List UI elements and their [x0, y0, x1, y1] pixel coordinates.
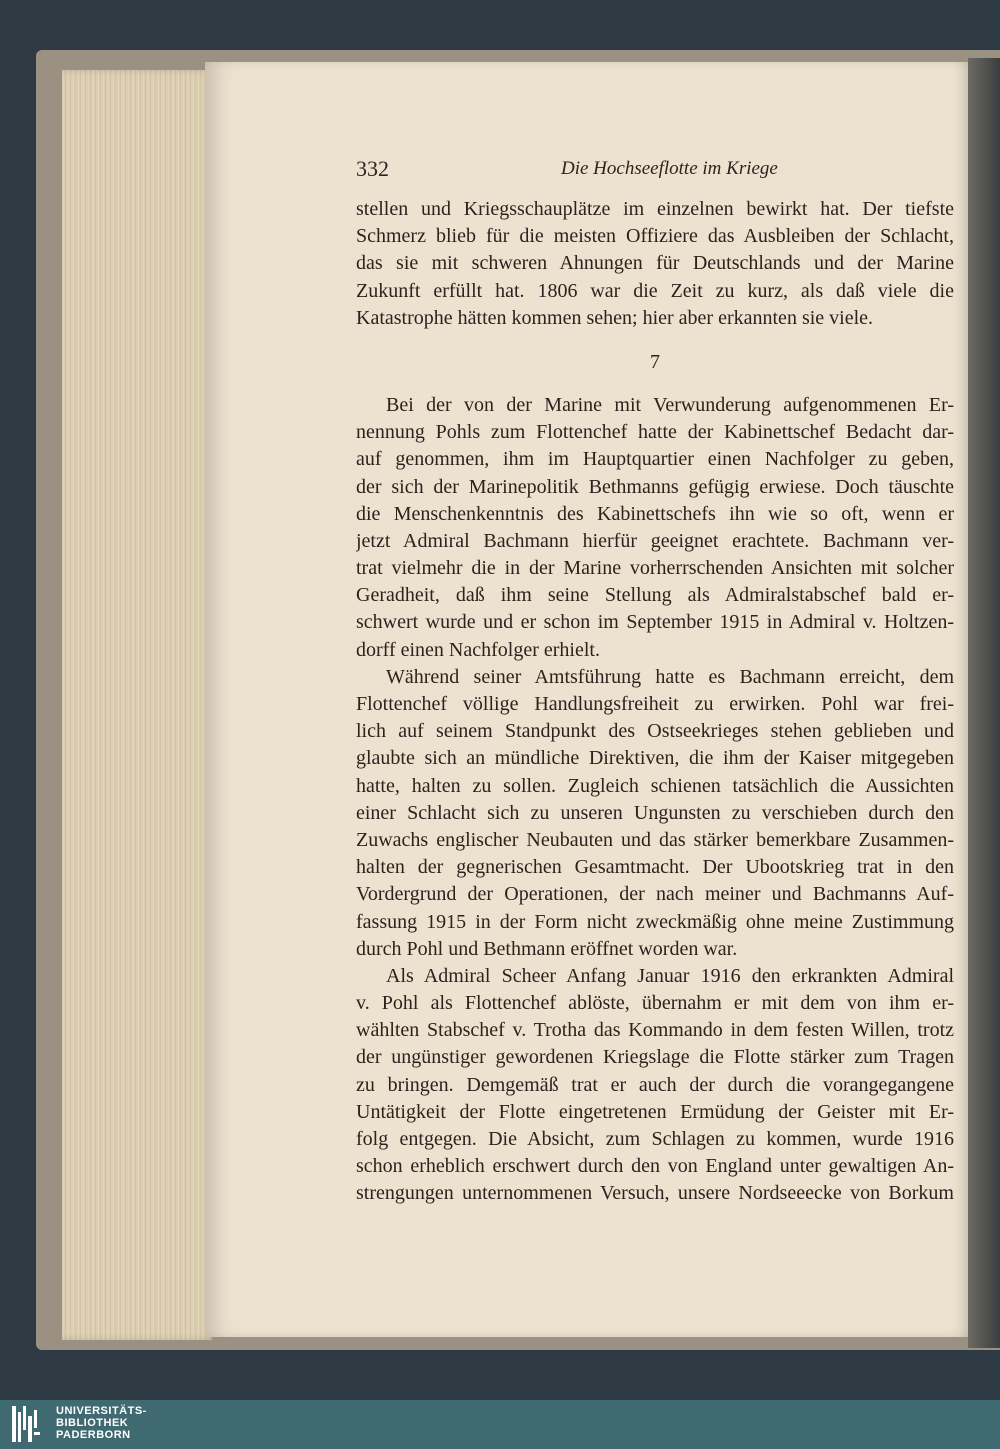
text-line: schon erheblich erschwert durch den von England unter gewaltigen An- — [356, 1155, 954, 1178]
paragraph-before — [356, 196, 954, 332]
university-library-logo-icon — [10, 1404, 42, 1444]
text-line: jetzt Admiral Bachmann hierfür geeignet erachtete. Bachmann ver- — [356, 529, 954, 552]
text-line: fassung 1915 in der Form nicht zweckmäßig ohne meine Zustimmung — [356, 910, 954, 933]
text-line: auf genommen, ihm im Hauptquartier einen Nachfolger zu geben, — [356, 448, 954, 471]
text-line: der sich der Marinepolitik Bethmanns gefügig erwiese. Doch täuschte — [356, 475, 954, 498]
page-stack-edge — [62, 70, 212, 1340]
text-line: Untätigkeit der Flotte eingetretenen Ermüdung der Geister mit Er- — [356, 1100, 954, 1123]
text-line: die Menschenkenntnis des Kabinettschefs ihn wie so oft, wenn er — [356, 502, 954, 525]
page-text — [356, 196, 954, 1208]
page-number: 332 — [356, 156, 389, 181]
book-spine-edge — [968, 58, 1000, 1348]
text-line: Als Admiral Scheer Anfang Januar 1916 den erkrankten Admiral — [386, 964, 954, 987]
text-line: einer Schlacht sich zu unseren Ungunsten zu verschieben durch den — [356, 801, 954, 824]
running-title: Die Hochseeflotte im Kriege — [561, 158, 778, 179]
text-line: Vordergrund der Operationen, der nach meiner und Bachmanns Auf- — [356, 883, 954, 906]
text-line: zu bringen. Demgemäß trat er auch der durch die vorangegangene — [356, 1073, 954, 1096]
text-line: stellen und Kriegsschauplätze im einzelnen bewirkt hat. Der tiefste — [356, 198, 954, 220]
text-line: Flottenchef völlige Handlungsfreiheit zu erwirken. Pohl war frei- — [356, 693, 954, 715]
text-line: wählten Stabschef v. Trotha das Kommando in dem festen Willen, trotz — [356, 1019, 954, 1042]
text-line: der ungünstiger gewordenen Kriegslage die Flotte stärker zum Tragen — [356, 1046, 954, 1069]
library-name-line: BIBLIOTHEK — [56, 1417, 129, 1429]
text-line: lich auf seinem Standpunkt des Ostseekrieges stehen geblieben und — [356, 720, 954, 743]
text-line: Während seiner Amtsführung hatte es Bachmann erreicht, dem — [386, 665, 954, 688]
text-line: hatte, halten zu sollen. Zugleich schienen tatsächlich die Aussichten — [356, 774, 954, 797]
paragraph — [356, 664, 954, 963]
text-line: dorff einen Nachfolger erhielt. — [356, 638, 600, 661]
section-number: 7 — [650, 350, 660, 373]
text-line: strengungen unternommenen Versuch, unsere Nordseeecke von Borkum — [356, 1182, 954, 1205]
text-line: Schmerz blieb für die meisten Offiziere das Ausbleiben der Schlacht, — [356, 225, 954, 248]
paragraph — [356, 392, 954, 664]
text-line: folg entgegen. Die Absicht, zum Schlagen zu kommen, wurde 1916 — [356, 1128, 954, 1150]
text-line: nennung Pohls zum Flottenchef hatte der Kabinettschef Bedacht dar- — [356, 421, 954, 444]
text-line: glaubte sich an mündliche Direktiven, die ihm der Kaiser mitgegeben — [356, 747, 954, 770]
text-line: durch Pohl und Bethmann eröffnet worden war. — [356, 937, 738, 960]
library-name — [56, 1405, 147, 1441]
text-line: v. Pohl als Flottenchef ablöste, übernahm er mit dem von ihm er- — [356, 992, 954, 1015]
text-line: Bei der von der Marine mit Verwunderung aufgenommenen Er- — [386, 393, 954, 416]
text-line: Geradheit, daß ihm seine Stellung als Admiralstabschef bald er- — [356, 584, 954, 607]
page-header — [356, 156, 956, 190]
text-line: schwert wurde und er schon im September 1915 in Admiral v. Holtzen- — [356, 611, 954, 634]
text-line: halten der gegnerischen Gesamtmacht. Der Ubootskrieg trat in den — [356, 856, 954, 879]
text-line: das sie mit schweren Ahnungen für Deutschlands und der Marine — [356, 252, 954, 275]
text-line: Zukunft erfüllt hat. 1806 war die Zeit zu kurz, als daß viele die — [356, 279, 954, 302]
text-line: Katastrophe hätten kommen sehen; hier aber erkannten sie viele. — [356, 306, 874, 329]
text-line: trat vielmehr die in der Marine vorherrschenden Ansichten mit solcher — [356, 557, 954, 580]
paragraph — [356, 963, 954, 1208]
library-name-line: PADERBORN — [56, 1429, 131, 1441]
library-footer-bar — [0, 1400, 1000, 1449]
library-name-line: UNIVERSITÄTS- — [56, 1405, 147, 1417]
text-line: Zuwachs englischer Neubauten und das stärker bemerkbare Zusammen- — [356, 828, 954, 851]
